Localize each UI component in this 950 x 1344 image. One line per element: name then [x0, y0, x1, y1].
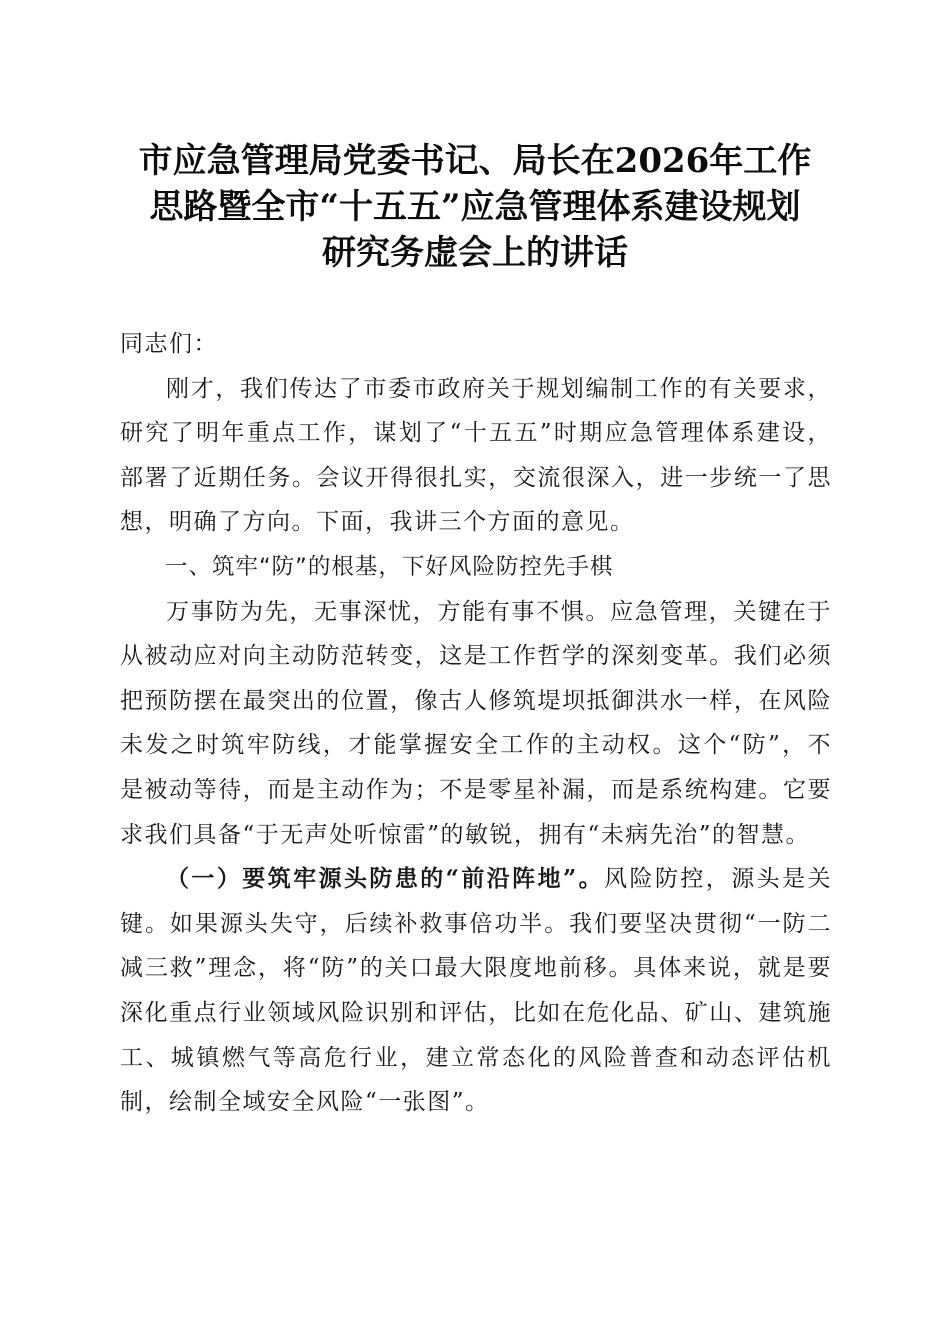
title-line-3: 研究务虚会上的讲话 [322, 233, 628, 273]
salutation: 同志们： [120, 331, 218, 357]
section-heading-1: 一、筑牢“防”的根基，下好风险防控先手棋 [165, 553, 614, 580]
subsection-heading-1: （一）要筑牢源头防患的“前沿阵地”。 [166, 865, 605, 893]
subsection-1-text: 风险防控，源头是关键。如果源头失守，后续补救事倍功半。我们要坚决贯彻“一防二减三救”理念，将“防”的关口最大限度地前移。具体来说，就是要深化重点行业领域风险识别和评估，比如在危化品、矿山、建筑施工、城镇燃气等高危行业，建立常态化的风险普查和动态评估机制，绘制全域安全风险“一张图”。 [120, 866, 833, 1116]
paragraph-section-1-intro: 万事防为先，无事深忧，方能有事不惧。应急管理，关键在于从被动应对向主动防范转变，这是工作哲学的深刻变革。我们必须把预防摆在最突出的位置，像古人修筑堤坝抵御洪水一样，在风险未发之时筑牢防线，才能掌握安全工作的主动权。这个“防”，不是被动等待，而是主动作为；不是零星补漏，而是系统构建。它要求我们具备“于无声处听惊雷”的敏锐，拥有“未病先治”的智慧。 [120, 598, 832, 848]
paragraph-opening: 刚才，我们传达了市委市政府关于规划编制工作的有关要求，研究了明年重点工作，谋划了“十五五”时期应急管理体系建设，部署了近期任务。会议开得很扎实，交流很深入，进一步统一了思想，明确了方向。下面，我讲三个方面的意见。 [120, 375, 832, 536]
document-body [120, 322, 832, 1125]
title-line-2: 思路暨全市“十五五”应急管理体系建设规划 [149, 187, 801, 227]
document-title [100, 138, 850, 276]
paragraph-subsection-1 [120, 857, 832, 1125]
title-line-1: 市应急管理局党委书记、局长在2026年工作 [138, 141, 812, 181]
